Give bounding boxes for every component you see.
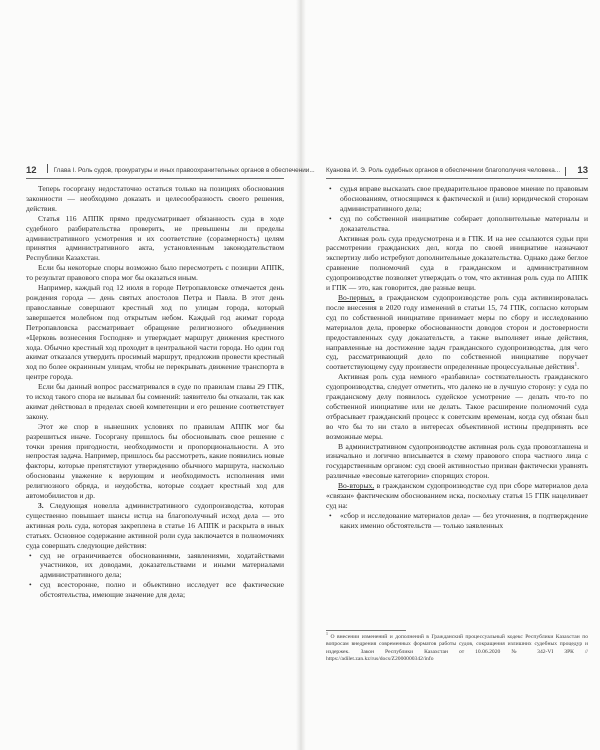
header-separator (47, 164, 48, 173)
left-running-header (26, 164, 315, 178)
footnote (326, 634, 588, 664)
paragraph: В административном судопроизводстве активная роль суда провозглашена и изначально и логично вписывается в схему правового спора частного лица с государственным органом: суд своей активностью призван фактически уравнять различные «весовые категории» спорящих сторон. (326, 441, 588, 481)
left-bullet-list (26, 551, 284, 601)
paragraph-point-3 (26, 501, 284, 551)
paragraph: Статья 116 АППК прямо предусматривает обязанность суда в ходе судебного разбирательства проверить, не превышены ли пределы административного усмотрения и их соответствие (соразмерность) целям принятия административного акта, установленным законодательством Республики Казахстан. (26, 213, 284, 263)
right-bullet-list-2 (326, 511, 588, 531)
left-header-title: Глава I. Роль судов, прокуратуры и иных правоохранительных органов в обеспечении... (53, 167, 315, 174)
paragraph: Теперь госоргану недостаточно остаться только на позициях обоснования законности — необходимо доказать и целесообразность своего решения, действия. (26, 184, 284, 213)
footnote-number: 1 (326, 632, 328, 637)
footnote-reference[interactable]: 1 (574, 361, 578, 368)
paragraph-firstly: Во-первых, в гражданском судопроизводстве роль суда активизировалась после внесения в 2020 году изменений в статьи 15, 74 ГПК, согласно которым суд по собственной инициативе принимает меры по сбору и исследованию материалов дела, проверке обоснованности доводов сторон и достоверности предоставленных суду доказательств, а также выполняет иные действия, направленные на достижение задач гражданского судопроизводства, для чего суд, рассматривающий дело по собственной инициативе поручает соответствующему суду произвести определенные процессуальные действия$^1$. (326, 292, 588, 372)
right-page (304, 0, 600, 750)
list-item: • судья вправе высказать свое предварительное правовое мнение по правовым обоснованиям, относящимся к фактической и (или) юридической сторонам административного дела; (326, 184, 588, 214)
paragraph: Активная роль суда предусмотрена и в ГПК. И на нее ссылаются судьи при рассмотрении гражданских дел, когда по своей инициативе назначают экспертизу либо истребуют дополнительные доказательства. Однако даже беглое сравнение полномочий суда в гражданском и административном судопроизводстве позволяет утверждать о том, что активная роль суда по АППК и ГПК — это, как говорится, две разные вещи. (326, 233, 588, 293)
left-body-text (26, 184, 284, 600)
right-header-title: Куанова И. Э. Роль судебных органов в обеспечении благополучия человека... (326, 167, 561, 174)
header-separator (565, 167, 566, 176)
right-running-header (326, 164, 588, 178)
paragraph-secondly (326, 481, 588, 511)
list-item: • «сбор и исследование материалов дела» — без уточнения, в подтверждение каких именно обстоятельств — только заявленных (326, 511, 588, 531)
footnote-text: О внесении изменений и дополнений в Гражданский процессуальный кодекс Республики Казахстан по вопросам внедрения современных форматов работы судов, сокращения излишних судебных процедур и издержек. Закон Республики Казахстан от 10.06.2020 № 342-VI ЗРК // https://adilet.zan.kz/rus/docs/Z2000000342/info (326, 634, 589, 663)
left-page-number: 12 (26, 165, 37, 176)
list-item: • суд всесторонне, полно и объективно исследует все фактические обстоятельства, имеющие значение для дела; (26, 580, 284, 600)
paragraph: Если бы данный вопрос рассматривался в суде по правилам главы 29 ГПК, то исход такого спора не вызывал бы сомнений: заявителю бы отказали, так как акимат действовал в пределах своей компетенции и его решение соответствует закону. (26, 382, 284, 421)
list-item: • суд по собственной инициативе собирает дополнительные материалы и доказательства. (326, 214, 588, 234)
point-text: Следующая новелла административного судопроизводства, которая существенно повышает шансы истца на благополучный исход дела — это активная роль суда, которая закреплена в статье 16 АППК и раскрыта в иных статьях. Основное содержание активной роли суда заключается в полномочиях суда совершать следующие действия: (26, 501, 284, 550)
right-header-rule (326, 178, 588, 179)
paragraph: Этот же спор в нынешних условиях по правилам АППК мог бы разрешиться иначе. Госоргану пришлось бы обосновывать свое решение с точки зрения пригодности, необходимости и пропорциональности. А это непростая задача. Например, пришлось бы рассмотреть, какие появились новые факторы, которые препятствуют утверждению обычного маршрута, насколько обоснованы уважение к верующим и необходимость исполнения ими религиозного обряда, и неудобства, которые создает крестный ход для автомобилистов и др. (26, 421, 284, 501)
paragraph: Например, каждый год 12 июля в городе Петропавловске отмечается день рождения города — день святых апостолов Петра и Павла. В этот день православные совершают крестный ход по улицам города, который завершается молебном под открытым небом. Каждый год акимат города Петропавловска рассматривает обращение религиозного объединения «Церковь вознесения Господня» и утверждает маршрут движения крестного хода. Обычно крестный ход проходит в центральной части города. Но один год акимат отказался утвердить просимый маршрут, предложив провести крестный ход по более окраинным улицам, чтобы не перекрывать движение транспорта в центре города. (26, 283, 284, 382)
footnote-rule (326, 630, 406, 631)
list-item: • суд не ограничивается обоснованиями, заявлениями, ходатайствами участников, их доводами, доказательствами и иными материалами административного дела; (26, 551, 284, 581)
point-number: 3. (38, 501, 44, 510)
right-body-text (326, 184, 588, 531)
firstly-label: Во-первых, (338, 292, 375, 302)
left-header-rule (26, 178, 284, 179)
right-page-number: 13 (577, 165, 588, 176)
paragraph: Активная роль суда немного «разбавила» состязательность гражданского судопроизводства, следует отметить, что далеко не в лучшую сторону: у суда по гражданскому делу появилось судейское усмотрение — делать что-то по собственной инициативе или не делать. Такое расширение полномочий суда отбрасывает гражданский процесс к советским временам, когда суд обязан был во что бы то ни стало в интересах объективной истины предпринять все возможные меры. (326, 372, 588, 441)
right-bullet-list (326, 184, 588, 234)
secondly-text: в гражданском судопроизводстве суд при сборе материалов дела «связан» фактическим обоснованием иска, поскольку статья 15 ГПК нацеливает суд на: (326, 481, 588, 510)
firstly-text: в гражданском судопроизводстве роль суда активизировалась после внесения в 2020 году изменений в статьи 15, 74 ГПК, согласно которым суд по собственной инициативе принимает меры по сбору и исследованию материалов дела, проверке обоснованности доводов сторон и достоверности предоставленных суду доказательств, а также выполняет иные действия, направленные на достижение задач гражданского судопроизводства, для чего суд, рассматривающий дело по собственной инициативе поручает соответствующему суду произвести определенные процессуальные действия (326, 292, 588, 372)
paragraph: Если бы некоторые споры возможно было пересмотреть с позиции АППК, то результат правового спора мог бы оказаться иным. (26, 263, 284, 283)
secondly-label: Во-вторых, (338, 481, 375, 491)
